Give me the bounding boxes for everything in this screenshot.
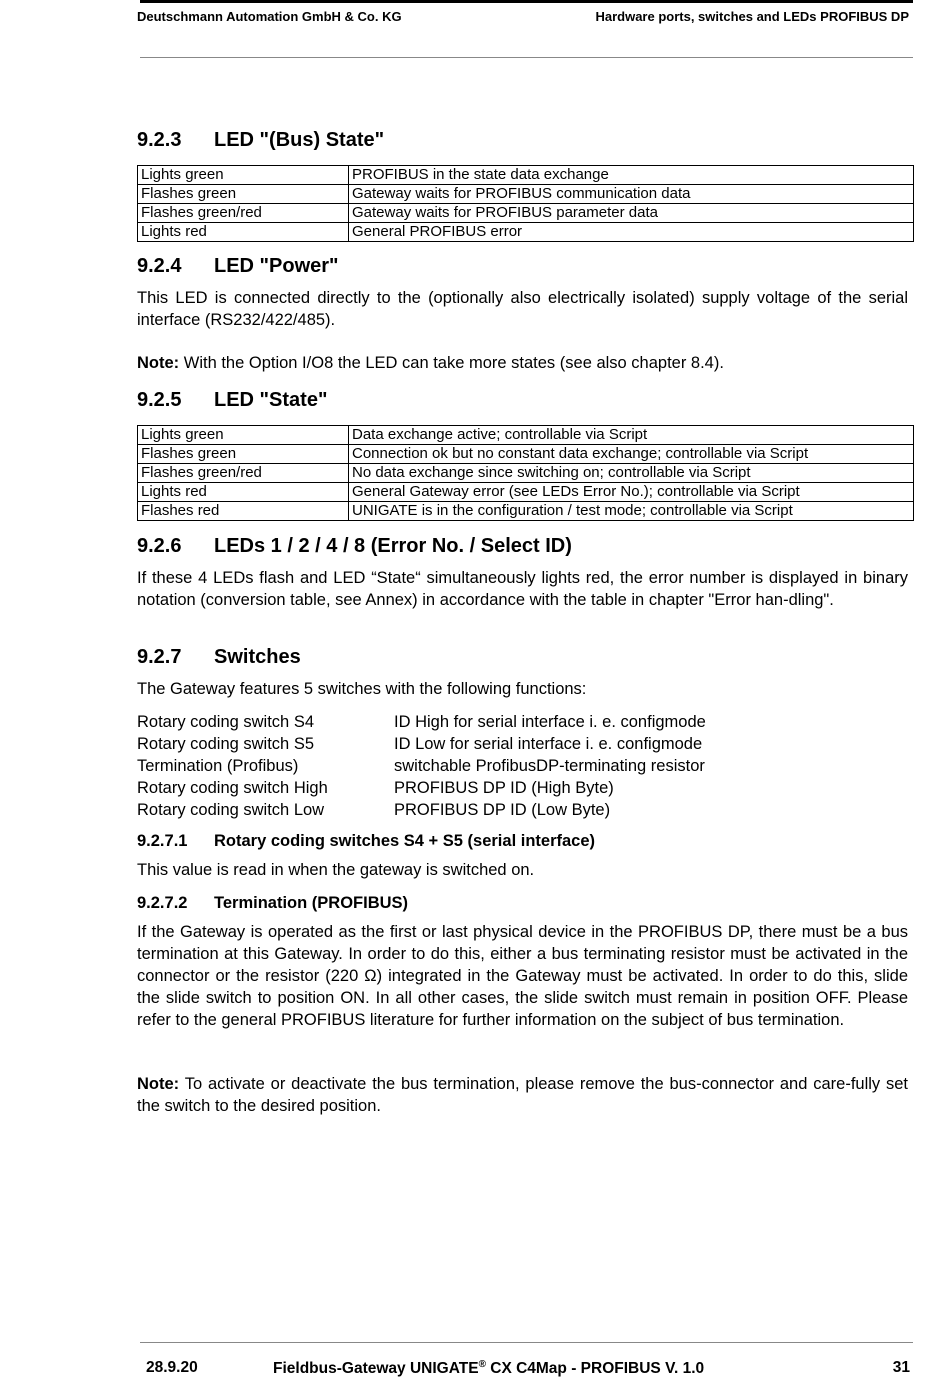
led-meaning-cell: General PROFIBUS error <box>349 223 914 242</box>
table-row <box>138 166 914 185</box>
footer-date: 28.9.20 <box>146 1359 198 1376</box>
switch-function: ID Low for serial interface i. e. configmode <box>394 735 703 753</box>
led-state-cell: Lights red <box>138 223 349 242</box>
section-title: LED "State" <box>214 389 328 411</box>
header-company: Deutschmann Automation GmbH & Co. KG <box>137 9 402 24</box>
section-number: 9.2.5 <box>137 389 182 411</box>
led-state-cell: Lights red <box>138 483 349 502</box>
led-meaning-cell: Data exchange active; controllable via Script <box>349 426 914 445</box>
led-meaning-cell: Gateway waits for PROFIBUS parameter data <box>349 204 914 223</box>
switch-function: PROFIBUS DP ID (Low Byte) <box>394 801 611 819</box>
section-number: 9.2.7 <box>137 646 182 668</box>
note-label: Note: <box>137 354 180 372</box>
switch-name: Rotary coding switch S5 <box>137 735 314 753</box>
section-number: 9.2.4 <box>137 255 182 277</box>
section-heading-power <box>137 255 339 278</box>
table-row <box>138 483 914 502</box>
section-heading-error-leds <box>137 535 572 558</box>
rotary-description: This value is read in when the gateway is switched on. <box>137 861 535 879</box>
section-title: Termination (PROFIBUS) <box>214 894 409 912</box>
bus-state-led-table <box>137 165 914 242</box>
led-state-cell: Lights green <box>138 426 349 445</box>
section-title: LED "(Bus) State" <box>214 129 385 151</box>
led-meaning-cell: No data exchange since switching on; controllable via Script <box>349 464 914 483</box>
table-row <box>138 185 914 204</box>
led-meaning-cell: Connection ok but no constant data exchange; controllable via Script <box>349 445 914 464</box>
led-meaning-cell: PROFIBUS in the state data exchange <box>349 166 914 185</box>
table-row <box>138 204 914 223</box>
header-chapter-title: Hardware ports, switches and LEDs PROFIBUS DP <box>595 9 909 24</box>
termination-description: If the Gateway is operated as the first or last physical device in the PROFIBUS DP, there must be a bus termination at this Gateway. In order to do this, either a bus terminating resistor must be activated in the connector or the resistor (220 Ω) integrated in the Gateway must be activated. In order to do this, slide the slide switch to position ON. In all other cases, the slide switch must remain in position OFF. Please refer to the general PROFIBUS literature for further information on the subject of bus termination. <box>137 923 908 1029</box>
section-title: Rotary coding switches S4 + S5 (serial interface) <box>214 832 596 850</box>
footer-rule <box>140 1342 913 1343</box>
power-note <box>137 352 908 374</box>
header-top-rule <box>140 0 913 3</box>
subsection-heading-termination <box>137 894 408 913</box>
footer-title-rest: CX C4Map - PROFIBUS V. 1.0 <box>485 1360 705 1378</box>
table-row <box>138 445 914 464</box>
list-item <box>137 733 837 755</box>
table-row <box>138 502 914 521</box>
header-rule <box>140 57 913 58</box>
state-led-table <box>137 425 914 521</box>
switch-name: Rotary coding switch High <box>137 779 328 797</box>
list-item <box>137 777 837 799</box>
led-meaning-cell: General Gateway error (see LEDs Error No.); controllable via Script <box>349 483 914 502</box>
led-state-cell: Flashes green <box>138 185 349 204</box>
table-row <box>138 223 914 242</box>
switch-name: Rotary coding switch S4 <box>137 713 314 731</box>
termination-note <box>137 1073 908 1117</box>
section-title: LED "Power" <box>214 255 339 277</box>
switch-function: PROFIBUS DP ID (High Byte) <box>394 779 614 797</box>
note-text: To activate or deactivate the bus termination, please remove the bus-connector and care-fully set the switch to the desired position. <box>137 1075 908 1115</box>
section-title: LEDs 1 / 2 / 4 / 8 (Error No. / Select ID) <box>214 535 572 557</box>
led-state-cell: Flashes green/red <box>138 204 349 223</box>
led-meaning-cell: UNIGATE is in the configuration / test mode; controllable via Script <box>349 502 914 521</box>
registered-mark: ® <box>478 1359 486 1370</box>
led-meaning-cell: Gateway waits for PROFIBUS communication data <box>349 185 914 204</box>
switch-name: Termination (Profibus) <box>137 757 299 775</box>
switch-function: ID High for serial interface i. e. configmode <box>394 713 706 731</box>
led-state-cell: Flashes green <box>138 445 349 464</box>
error-leds-description: If these 4 LEDs flash and LED “State“ simultaneously lights red, the error number is displayed in binary notation (conversion table, see Annex) in accordance with the table in chapter "Error han-dling". <box>137 569 908 609</box>
list-item <box>137 755 837 777</box>
note-label: Note: <box>137 1075 180 1093</box>
note-text: With the Option I/O8 the LED can take more states (see also chapter 8.4). <box>179 354 724 372</box>
table-row <box>138 426 914 445</box>
section-number: 9.2.6 <box>137 535 182 557</box>
page-number: 31 <box>892 1359 910 1376</box>
subsection-heading-rotary <box>137 832 595 851</box>
section-heading-switches <box>137 646 301 669</box>
section-title: Switches <box>214 646 301 668</box>
footer-document-title <box>273 1359 704 1378</box>
section-number: 9.2.3 <box>137 129 182 151</box>
led-state-cell: Flashes red <box>138 502 349 521</box>
switch-name: Rotary coding switch Low <box>137 801 325 819</box>
section-number: 9.2.7.1 <box>137 832 188 850</box>
power-description: This LED is connected directly to the (optionally also electrically isolated) supply voltage of the serial interface (RS232/422/485). <box>137 289 908 329</box>
led-state-cell: Lights green <box>138 166 349 185</box>
section-heading-state <box>137 389 327 412</box>
section-number: 9.2.7.2 <box>137 894 188 912</box>
switch-function: switchable ProfibusDP-terminating resistor <box>394 757 705 775</box>
list-item <box>137 799 837 821</box>
switches-intro: The Gateway features 5 switches with the following functions: <box>137 680 587 698</box>
led-state-cell: Flashes green/red <box>138 464 349 483</box>
footer-title-main: Fieldbus-Gateway UNIGATE <box>273 1360 479 1378</box>
table-row <box>138 464 914 483</box>
list-item <box>137 711 837 733</box>
section-heading-bus-state <box>137 129 384 152</box>
